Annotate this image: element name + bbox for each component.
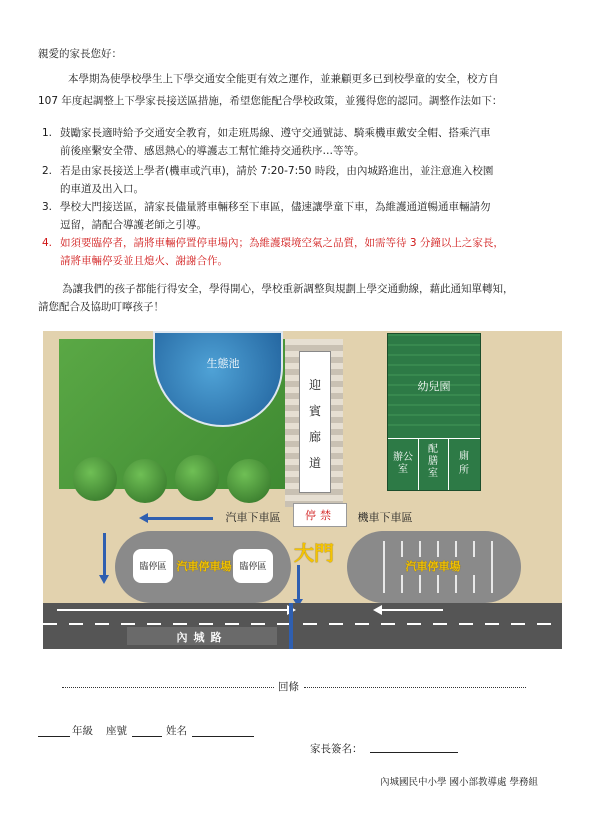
- toilet-label: 廁 所: [459, 451, 469, 476]
- closing-line-2: 請您配合及協助叮嚀孩子！: [38, 301, 164, 313]
- corridor-char: 迎: [308, 378, 321, 392]
- list-item: [42, 198, 491, 234]
- cut-line-left: [62, 687, 274, 688]
- item-text: 鼓勵家長適時給予交通安全教育，如走班馬線、遵守交通號誌、騎乘機車戴安全帽、搭乘汽車: [60, 127, 491, 139]
- direction-arrow: [147, 517, 213, 520]
- direction-arrow: [103, 533, 106, 575]
- item-number: 3.: [42, 201, 53, 213]
- parent-sign-field[interactable]: [370, 752, 458, 753]
- welcome-corridor: [299, 351, 331, 493]
- seat-field[interactable]: [132, 736, 162, 737]
- road: [43, 603, 562, 649]
- item-text: 學校大門接送區，請家長儘量將車輛移至下車區，儘速讓學童下車，為維護通道暢通車輛請勿: [60, 201, 491, 213]
- item-text: 請將車輛停妥並且熄火、謝謝合作。: [60, 255, 228, 267]
- seat-label: 座號: [106, 725, 127, 737]
- name-field[interactable]: [192, 736, 254, 737]
- item-text: 若是由家長接送上學者(機車或汽車)，請於 7:20-7:50 時段，由內城路進出，並注意進入校園: [60, 165, 494, 177]
- corridor-char: 廊: [308, 430, 321, 444]
- item-text: 如須要臨停者，請將車輛停置停車場內；為維護環境空氣之品質，如需等待 3 分鐘以上之家長，: [60, 237, 504, 249]
- temp-parking-label: 臨停區: [239, 562, 267, 572]
- intro-line-1: 本學期為使學校學生上下學交通安全能更有效之運作，並兼顧更多已到校學童的安全，校方自: [68, 73, 499, 85]
- kindergarten-building: [387, 333, 481, 491]
- item-number: 4.: [42, 237, 53, 249]
- list-item-warning: [42, 234, 504, 270]
- no-stopping-sign: 停禁: [293, 503, 347, 527]
- direction-arrow: [297, 565, 300, 601]
- parent-sign-label: 家長簽名：: [310, 743, 363, 755]
- grade-label: 年級: [72, 725, 93, 737]
- kindergarten-label: 幼兒園: [417, 380, 451, 393]
- temp-parking-label: 臨停區: [139, 562, 167, 572]
- car-parking-label: 汽車停車場: [176, 560, 232, 573]
- arrow-left-icon: [139, 513, 148, 523]
- office-label: 辦公 室: [393, 452, 413, 475]
- item-number: 1.: [42, 127, 53, 139]
- car-dropoff-label: 汽車下車區: [225, 511, 281, 524]
- list-item: [42, 124, 491, 160]
- item-number: 2.: [42, 165, 53, 177]
- car-parking-label: 汽車停車場: [405, 560, 461, 573]
- parking-lot-left: [115, 531, 291, 603]
- grade-field[interactable]: [38, 736, 70, 737]
- tree-icon: [175, 455, 219, 501]
- pond-label: 生態池: [206, 357, 240, 370]
- tree-icon: [73, 457, 117, 501]
- item-text: 的車道及出入口。: [60, 183, 144, 195]
- item-text: 逗留，請配合導護老師之引導。: [60, 219, 207, 231]
- arrow-left-icon: [373, 605, 382, 615]
- item-text: 前後座繫安全帶、感恩熱心的導護志工幫忙維持交通秩序…等等。: [60, 145, 365, 157]
- corridor-char: 賓: [308, 404, 321, 418]
- corridor-char: 道: [308, 456, 321, 470]
- prep-room-label: 配 膳 室: [428, 444, 438, 479]
- closing-line-1: 為讓我們的孩子都能行得安全，學得開心，學校重新調整與規劃上學交通動線，藉此通知單轉知，: [62, 283, 514, 295]
- road-label: 內城路: [176, 631, 228, 644]
- intro-line-2: 107 年度起調整上下學家長接送區措施，希望您能配合學校政策，並獲得您的認同。調整作法如下：: [38, 95, 503, 107]
- tree-icon: [227, 459, 271, 503]
- arrow-down-icon: [99, 575, 109, 584]
- footer-signature: 內城國民中小學 國小部教導處 學務組: [380, 777, 539, 788]
- list-item: [42, 162, 493, 198]
- parking-lot-right: [347, 531, 521, 603]
- cut-line-right: [304, 687, 526, 688]
- greeting: 親愛的家長您好：: [38, 48, 122, 60]
- name-label: 姓名: [166, 725, 187, 737]
- reply-label: 回條: [278, 681, 299, 693]
- tree-icon: [123, 459, 167, 503]
- campus-map: [43, 331, 562, 649]
- main-gate-label: 大門: [294, 541, 334, 565]
- moto-dropoff-label: 機車下車區: [357, 511, 413, 524]
